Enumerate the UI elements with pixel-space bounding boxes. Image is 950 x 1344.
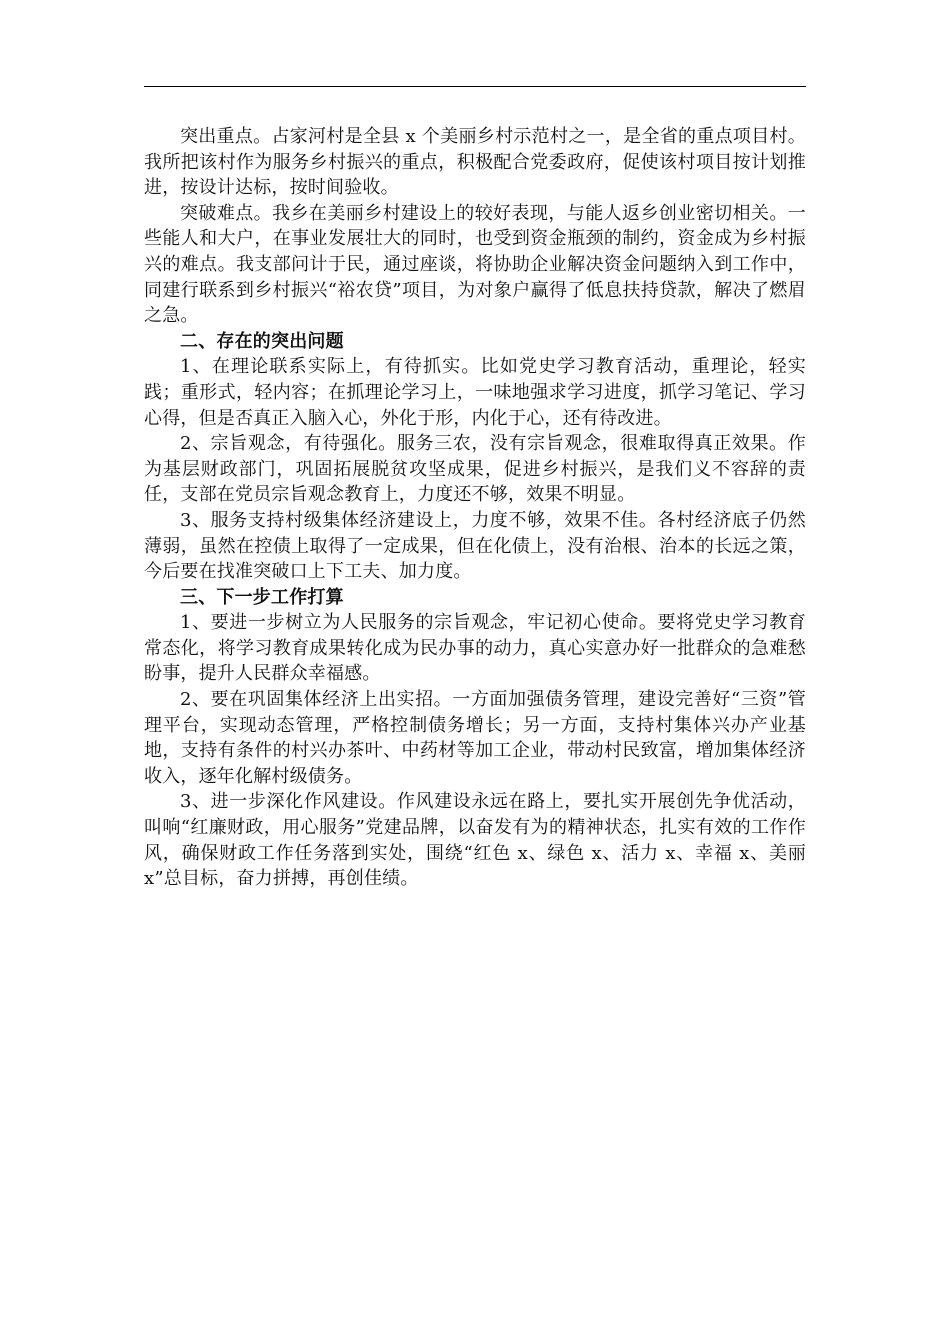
document-body: [144, 124, 806, 892]
paragraph-highlight-key-points: 突出重点。占家河村是全县 x 个美丽乡村示范村之一，是全省的重点项目村。我所把该村作为服务乡村振兴的重点，积极配合党委政府，促使该村项目按计划推进，按设计达标，按时间验收。: [144, 126, 806, 199]
paragraph-problem-2: 2、宗旨观念，有待强化。服务三农，没有宗旨观念，很难取得真正效果。作为基层财政部门，巩固拓展脱贫攻坚成果，促进乡村振兴，是我们义不容辞的责任，支部在党员宗旨观念教育上，力度还不够，效果不明显。: [144, 433, 806, 506]
section-heading-problems: 二、存在的突出问题: [180, 330, 344, 352]
header-rule: [144, 86, 806, 87]
paragraph-break-through-difficulties: 突破难点。我乡在美丽乡村建设上的较好表现，与能人返乡创业密切相关。一些能人和大户，在事业发展壮大的同时，也受到资金瓶颈的制约，资金成为乡村振兴的难点。我支部问计于民，通过座谈，将协助企业解决资金问题纳入到工作中，同建行联系到乡村振兴“裕农贷”项目，为对象户赢得了低息扶持贷款，解决了燃眉之急。: [144, 202, 806, 327]
paragraph-plan-1: 1、要进一步树立为人民服务的宗旨观念，牢记初心使命。要将党史学习教育常态化，将学习教育成果转化成为民办事的动力，真心实意办好一批群众的急难愁盼事，提升人民群众幸福感。: [144, 612, 806, 685]
section-heading-next-steps: 三、下一步工作打算: [180, 586, 344, 608]
paragraph-plan-2: 2、要在巩固集体经济上出实招。一方面加强债务管理，建设完善好“三资”管理平台，实现动态管理，严格控制债务增长；另一方面，支持村集体兴办产业基地，支持有条件的村兴办茶叶、中药材等加工企业，带动村民致富，增加集体经济收入，逐年化解村级债务。: [144, 689, 806, 787]
paragraph-problem-3: 3、服务支持村级集体经济建设上，力度不够，效果不佳。各村经济底子仍然薄弱，虽然在控债上取得了一定成果，但在化债上，没有治根、治本的长远之策，今后要在找准突破口上下工夫、加力度。: [144, 509, 806, 583]
paragraph-plan-3: 3、进一步深化作风建设。作风建设永远在路上，要扎实开展创先争优活动，叫响“红廉财政，用心服务”党建品牌，以奋发有为的精神状态，扎实有效的工作作风，确保财政工作任务落到实处，围绕“红色 x、绿色 x、活力 x、幸福 x、美丽 x”总目标，奋力拼搏，再创佳绩。: [144, 791, 806, 890]
paragraph-problem-1: 1、在理论联系实际上，有待抓实。比如党史学习教育活动，重理论，轻实践；重形式，轻内容；在抓理论学习上，一味地强求学习进度，抓学习笔记、学习心得，但是否真正入脑入心，外化于形，内化于心，还有待改进。: [144, 356, 806, 429]
